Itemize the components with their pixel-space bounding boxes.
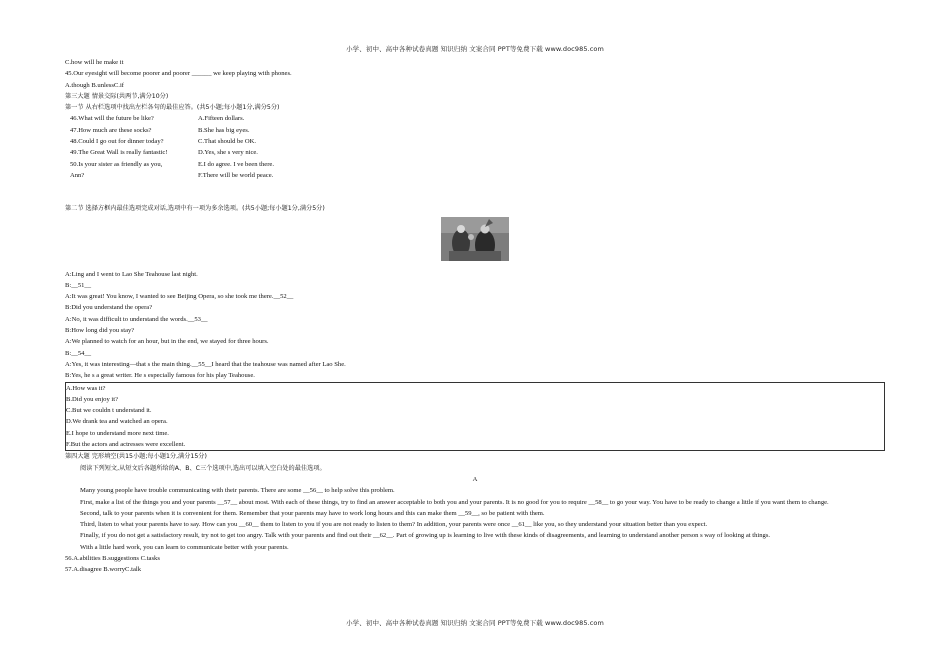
dialogue-line: A:We planned to watch for an hour, but in the end, we stayed for three hours. [65, 338, 269, 346]
options-box [65, 382, 885, 452]
match-left: 50.Is your sister as friendly as you, [70, 160, 163, 168]
passage-paragraph: Finally, if you do not get a satisfactory result, try not to get too angry. Talk with your parents and find out their __62__. Part of growing up is learning to live with these kinds of disagreements, and learning to understand another person s way of looking at things. [80, 532, 771, 540]
photo-area [65, 215, 885, 269]
match-row [65, 159, 885, 170]
option-item: B.Did you enjoy it? [66, 395, 119, 403]
q45-stem: 45.Our eyesight will become poorer and poorer ______ we keep playing with phones. [65, 70, 292, 78]
dialogue-line: B:How long did you stay? [65, 327, 135, 335]
match-left: Ann? [70, 171, 85, 179]
passage-label: A [472, 475, 478, 483]
dialogue-line: A:Ling and I went to Lao She Teahouse last night. [65, 270, 198, 278]
match-left: 49.The Great Wall is really fantastic! [70, 149, 168, 157]
option-item: D.We drank tea and watched an opera. [66, 418, 168, 426]
dialogue-line: A:It was great! You know, I wanted to see Beijing Opera, so she took me there.__52__ [65, 293, 294, 301]
dialogue-line: B:Yes, he s a great writer. He s especially famous for his play Teahouse. [65, 372, 255, 380]
part3-title: 第三大题 情景交际(共两节,满分10分) [65, 92, 169, 100]
match-row [65, 136, 885, 147]
match-row [65, 147, 885, 158]
passage-paragraph: Many young people have trouble communicating with their parents. There are some __56__ to help solve this problem. [80, 487, 395, 495]
match-left: 48.Could I go out for dinner today? [70, 138, 164, 146]
dialogue-line: A:No, it was difficult to understand the words.__53__ [65, 315, 208, 323]
match-right: A.Fifteen dollars. [198, 115, 245, 123]
passage-paragraph: Second, talk to your parents when it is convenient for them. Remember that your parents may have to work long hours and this can make them __59__, so be patient with them. [80, 509, 545, 517]
dialogue-line: B:__54__ [65, 349, 92, 357]
opera-photo [441, 217, 509, 261]
dialogue-line: A:Yes, it was interesting—that s the main thing.__55__I heard that the teahouse was named after Lao She. [65, 360, 346, 368]
part3-sec2-title: 第二节 选择方框内最佳选项完成对话,选项中有一项为多余选项。(共5小题;每小题1分,满分5分) [65, 205, 325, 213]
option-item: E.I hope to understand more next time. [66, 429, 169, 437]
part4-title: 第四大题 完形填空(共15小题;每小题1分,满分15分) [65, 453, 207, 461]
dialogue-line: B:__51__ [65, 281, 92, 289]
q45-options: A.though B.unlessC.if [65, 81, 124, 89]
part4-instruction: 阅读下列短文,从短文后各题所给的A、B、C三个选项中,选出可以填入空白处的最佳选项。 [80, 464, 326, 472]
match-right: C.That should be OK. [198, 138, 257, 146]
match-right: D.Yes, she s very nice. [198, 149, 258, 157]
q44-option-c: C.how will he make it [65, 59, 124, 66]
match-row [65, 113, 885, 124]
page-header: 小学、初中、高中各种试卷真题 知识归纳 文案合同 PPT等免费下载 www.doc985.com [346, 45, 604, 53]
dialogue-line: B:Did you understand the opera? [65, 304, 153, 312]
option-item: F.But the actors and actresses were excellent. [66, 441, 186, 449]
option-item: C.But we couldn t understand it. [66, 407, 152, 415]
matching-block [65, 113, 885, 181]
passage-paragraph: First, make a list of the things you and your parents __57__ about most. With each of these things, try to find an answer acceptable to both you and your parents. It is no good for you to require __58__ to go your way. You have to be ready to change a little if you want them to change. [80, 498, 829, 506]
match-left: 47.How much are these socks? [70, 126, 152, 134]
page-footer: 小学、初中、高中各种试卷真题 知识归纳 文案合同 PPT等免费下载 www.doc985.com [346, 619, 604, 627]
match-right: B.She has big eyes. [198, 126, 250, 134]
part3-sec1-title: 第一节 从右栏选项中找出左栏各句的最佳应答。(共5小题;每小题1分,满分5分) [65, 104, 280, 112]
passage-paragraph: With a little hard work, you can learn to communicate better with your parents. [80, 543, 289, 551]
match-row [65, 125, 885, 136]
option-item: A.How was it? [66, 384, 106, 392]
match-left: 46.What will the future be like? [70, 115, 154, 123]
q57-options: 57.A.disagree B.worryC.talk [65, 566, 141, 574]
q56-options: 56.A.abilities B.suggestions C.tasks [65, 554, 160, 562]
exam-page [65, 57, 885, 576]
match-right: F.There will be world peace. [198, 171, 274, 179]
match-right: E.I do agree. I ve been there. [198, 160, 274, 168]
match-row [65, 170, 885, 181]
passage-paragraph: Third, listen to what your parents have to say. How can you __60__ them to listen to you if you are not ready to listen to them? In addition, your parents were once __61__ like you, so they understand your situation better than you expect. [80, 521, 708, 529]
